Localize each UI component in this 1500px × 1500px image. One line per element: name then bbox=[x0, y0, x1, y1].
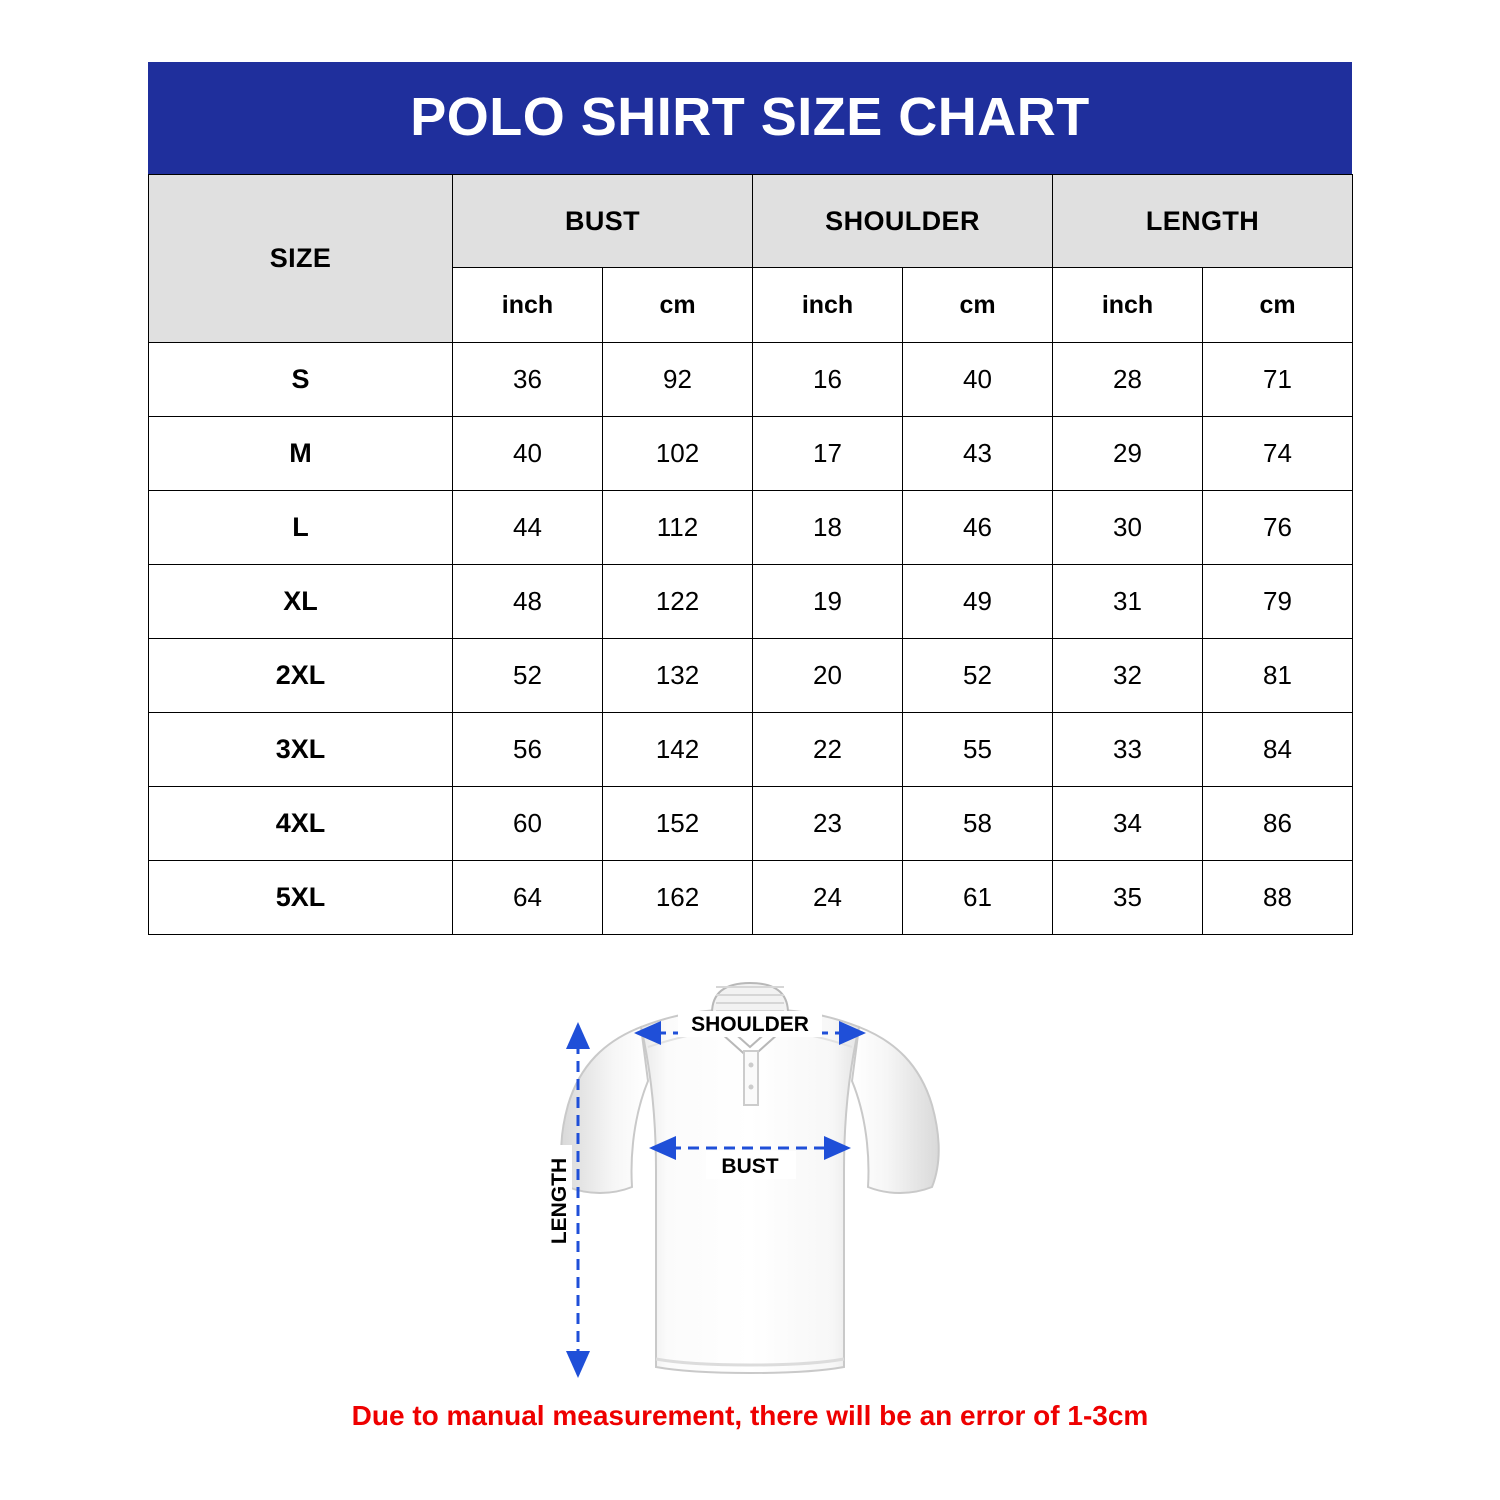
unit-shoulder-inch: inch bbox=[753, 268, 903, 343]
cell-shoulder-cm: 52 bbox=[903, 639, 1053, 713]
cell-length-cm: 74 bbox=[1203, 417, 1353, 491]
table-group-header-row bbox=[149, 175, 1353, 268]
cell-bust-inch: 56 bbox=[453, 713, 603, 787]
cell-shoulder-cm: 61 bbox=[903, 861, 1053, 935]
cell-shoulder-inch: 18 bbox=[753, 491, 903, 565]
cell-length-inch: 32 bbox=[1053, 639, 1203, 713]
cell-bust-cm: 132 bbox=[603, 639, 753, 713]
cell-bust-inch: 60 bbox=[453, 787, 603, 861]
table-row bbox=[149, 343, 1353, 417]
cell-length-cm: 71 bbox=[1203, 343, 1353, 417]
size-table bbox=[148, 174, 1353, 935]
table-row bbox=[149, 639, 1353, 713]
table-row bbox=[149, 565, 1353, 639]
cell-bust-inch: 48 bbox=[453, 565, 603, 639]
cell-length-cm: 81 bbox=[1203, 639, 1353, 713]
cell-length-inch: 34 bbox=[1053, 787, 1203, 861]
cell-shoulder-inch: 23 bbox=[753, 787, 903, 861]
measurement-note: Due to manual measurement, there will be an error of 1-3cm bbox=[351, 1400, 1149, 1431]
cell-length-cm: 86 bbox=[1203, 787, 1353, 861]
cell-length-cm: 76 bbox=[1203, 491, 1353, 565]
unit-length-cm: cm bbox=[1203, 268, 1353, 343]
unit-length-inch: inch bbox=[1053, 268, 1203, 343]
cell-bust-cm: 122 bbox=[603, 565, 753, 639]
cell-bust-cm: 112 bbox=[603, 491, 753, 565]
shoulder-label: SHOULDER bbox=[691, 1013, 809, 1036]
cell-length-inch: 28 bbox=[1053, 343, 1203, 417]
cell-bust-inch: 44 bbox=[453, 491, 603, 565]
cell-size: 3XL bbox=[149, 713, 453, 787]
cell-shoulder-cm: 40 bbox=[903, 343, 1053, 417]
cell-shoulder-inch: 19 bbox=[753, 565, 903, 639]
cell-bust-inch: 64 bbox=[453, 861, 603, 935]
col-header-length: LENGTH bbox=[1053, 175, 1353, 268]
length-measure-line bbox=[544, 1025, 578, 1375]
col-header-size: SIZE bbox=[149, 175, 453, 343]
cell-shoulder-cm: 55 bbox=[903, 713, 1053, 787]
table-row bbox=[149, 713, 1353, 787]
cell-length-cm: 79 bbox=[1203, 565, 1353, 639]
col-header-bust: BUST bbox=[453, 175, 753, 268]
cell-shoulder-cm: 43 bbox=[903, 417, 1053, 491]
cell-shoulder-inch: 24 bbox=[753, 861, 903, 935]
cell-shoulder-cm: 49 bbox=[903, 565, 1053, 639]
col-header-shoulder: SHOULDER bbox=[753, 175, 1053, 268]
cell-shoulder-cm: 46 bbox=[903, 491, 1053, 565]
cell-bust-inch: 36 bbox=[453, 343, 603, 417]
cell-size: S bbox=[149, 343, 453, 417]
unit-bust-inch: inch bbox=[453, 268, 603, 343]
cell-size: 4XL bbox=[149, 787, 453, 861]
cell-size: 2XL bbox=[149, 639, 453, 713]
cell-size: L bbox=[149, 491, 453, 565]
cell-shoulder-inch: 20 bbox=[753, 639, 903, 713]
cell-bust-cm: 162 bbox=[603, 861, 753, 935]
unit-bust-cm: cm bbox=[603, 268, 753, 343]
cell-length-inch: 35 bbox=[1053, 861, 1203, 935]
cell-size: M bbox=[149, 417, 453, 491]
table-row bbox=[149, 787, 1353, 861]
cell-bust-inch: 52 bbox=[453, 639, 603, 713]
unit-shoulder-cm: cm bbox=[903, 268, 1053, 343]
size-chart bbox=[148, 62, 1352, 935]
cell-length-inch: 29 bbox=[1053, 417, 1203, 491]
page-title: POLO SHIRT SIZE CHART bbox=[148, 62, 1352, 174]
measurement-diagram bbox=[0, 955, 1500, 1385]
cell-shoulder-inch: 17 bbox=[753, 417, 903, 491]
table-row bbox=[149, 491, 1353, 565]
cell-length-cm: 88 bbox=[1203, 861, 1353, 935]
cell-bust-cm: 142 bbox=[603, 713, 753, 787]
cell-bust-cm: 102 bbox=[603, 417, 753, 491]
cell-length-inch: 33 bbox=[1053, 713, 1203, 787]
bust-label: BUST bbox=[721, 1155, 779, 1178]
cell-size: XL bbox=[149, 565, 453, 639]
cell-length-cm: 84 bbox=[1203, 713, 1353, 787]
cell-bust-cm: 152 bbox=[603, 787, 753, 861]
cell-shoulder-inch: 16 bbox=[753, 343, 903, 417]
table-row bbox=[149, 861, 1353, 935]
cell-shoulder-cm: 58 bbox=[903, 787, 1053, 861]
cell-size: 5XL bbox=[149, 861, 453, 935]
length-label: LENGTH bbox=[548, 1157, 571, 1245]
cell-length-inch: 31 bbox=[1053, 565, 1203, 639]
cell-bust-cm: 92 bbox=[603, 343, 753, 417]
cell-bust-inch: 40 bbox=[453, 417, 603, 491]
cell-length-inch: 30 bbox=[1053, 491, 1203, 565]
cell-shoulder-inch: 22 bbox=[753, 713, 903, 787]
table-row bbox=[149, 417, 1353, 491]
